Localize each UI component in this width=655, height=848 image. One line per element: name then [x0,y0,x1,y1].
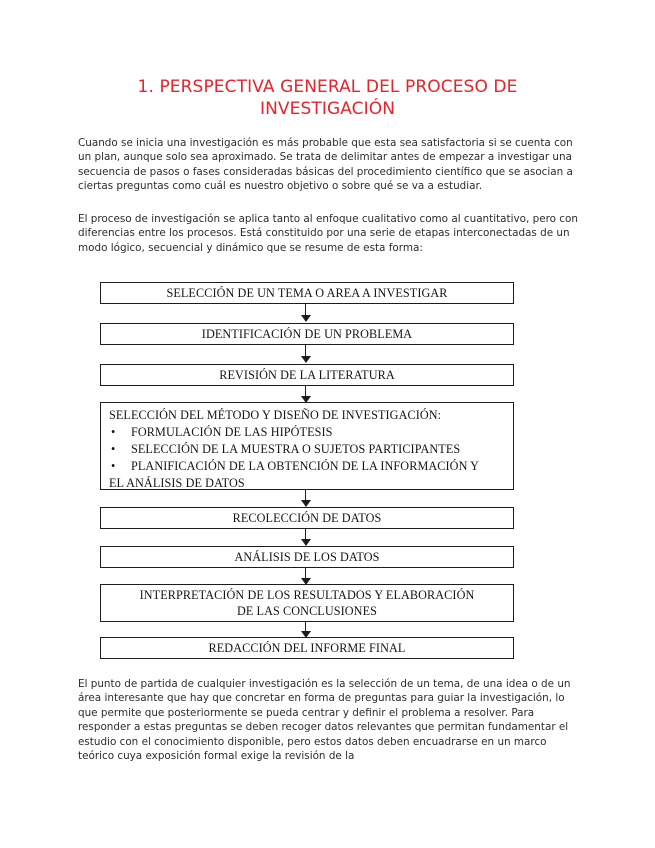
flow-step-final-report [100,637,514,659]
interpretation-label [140,587,475,619]
interpretation-line-1: INTERPRETACIÓN DE LOS RESULTADOS Y ELABORACIÓN [139,588,475,602]
section-title [60,76,595,120]
flow-step-data-analysis [100,546,514,568]
flow-step-label: REVISIÓN DE LA LITERATURA [219,367,395,382]
flow-step-method-design [100,402,514,490]
flow-step-literature-review [100,364,514,386]
intro-paragraph-2: El proceso de investigación se aplica tanto al enfoque cualitativo como al cuantitativo, pero con diferencias entre los procesos. Está constituido por una serie de etapas interconectadas de un modo lógico, secuencial y dinámico que se resume de esta forma: [78,213,578,254]
flow-step-label: REDACCIÓN DEL INFORME FINAL [208,640,406,655]
section-title-line-1: 1. PERSPECTIVA GENERAL DEL PROCESO DE [137,77,518,97]
interpretation-line-2: DE LAS CONCLUSIONES [236,604,378,618]
flow-step-label: RECOLECCIÓN DE DATOS [232,510,382,525]
method-design-item: • PLANIFICACIÓN DE LA OBTENCIÓN DE LA INFORMACIÓN Y [109,458,505,475]
intro-paragraph-1: Cuando se inicia una investigación es más probable que esta sea satisfactoria si se cuenta con un plan, aunque solo sea aproximado. Se trata de delimitar antes de empezar a investigar una secuencia de pasos o fases consideradas básicas del procedimiento científico que se asocian a ciertas preguntas como cuál es nuestro objetivo o sobre qué se va a estudiar. [78,137,573,193]
flow-step-interpretation [100,584,514,622]
method-design-title: SELECCIÓN DEL MÉTODO Y DISEÑO DE INVESTIGACIÓN: [109,408,442,422]
flow-step-label: IDENTIFICACIÓN DE UN PROBLEMA [201,326,413,341]
flow-step-data-collection [100,507,514,529]
arrow-down-icon [301,315,311,322]
flow-step-topic-selection [100,282,514,304]
method-design-item-continuation: EL ANÁLISIS DE DATOS [109,476,245,490]
method-design-item: • FORMULACIÓN DE LAS HIPÓTESIS [109,424,505,441]
flow-step-label: ANÁLISIS DE LOS DATOS [234,549,380,564]
body-paragraph-1: El punto de partida de cualquier investigación es la selección de un tema, de una idea o de un área interesante que hay que concretar en forma de preguntas para guiar la investigación, lo que permite que posteriormente se pueda centrar y definir el problema a resolver. Para responder a estas preguntas se deben recoger datos relevantes que permitan fundamentar el estudio con el conocimiento disponible, pero estos datos deben encuadrarse en un marco teórico cuya exposición formal exige la revisión de la [78,678,571,763]
method-design-item: • SELECCIÓN DE LA MUESTRA O SUJETOS PARTICIPANTES [109,441,505,458]
section-title-line-2: INVESTIGACIÓN [259,99,396,119]
arrow-down-icon [301,500,311,507]
research-process-flowchart [96,282,520,662]
arrow-down-icon [301,539,311,546]
arrow-down-icon [301,356,311,363]
method-design-list [109,424,505,475]
flow-step-label: SELECCIÓN DE UN TEMA O AREA A INVESTIGAR [166,285,448,300]
flow-step-problem-identification [100,323,514,345]
